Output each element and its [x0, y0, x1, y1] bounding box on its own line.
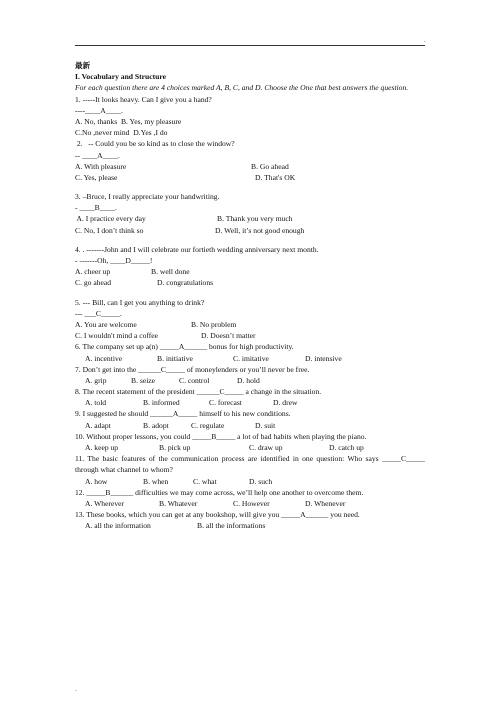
- question-3: 3. –Bruce, I really appreciate your handwriting.: [75, 192, 220, 202]
- answer-3: - ____B____.: [75, 203, 117, 213]
- option-10d: D. catch up: [329, 443, 364, 453]
- header-mark: .: [424, 36, 426, 44]
- option-5c: C. I wouldn't mind a coffee: [75, 331, 159, 341]
- question-2: 2. -- Could you be so kind as to close the window?: [75, 139, 235, 149]
- options-3-cd: [75, 225, 425, 236]
- options-11: [75, 476, 425, 487]
- option-11a: A. how: [85, 476, 108, 486]
- worksheet-body: [75, 60, 425, 532]
- option-2a: A. With pleasure: [75, 161, 127, 171]
- option-4b: B. well done: [151, 267, 190, 277]
- option-9a: A. adapt: [85, 420, 111, 430]
- section-title: I. Vocabulary and Structure: [75, 72, 166, 82]
- options-4-cd: [75, 277, 425, 288]
- options-1-ab: A. No, thanks B. Yes, my pleasure: [75, 116, 182, 126]
- option-11b: B. when: [143, 476, 169, 486]
- option-2c: C. Yes, please: [75, 172, 118, 182]
- options-5-cd: [75, 330, 425, 341]
- options-12: [75, 498, 425, 509]
- options-5-ab: [75, 319, 425, 330]
- options-9: [75, 420, 425, 431]
- question-13: 13. These books, which you can get at any bookshop, will give you _____A______ you need.: [75, 510, 360, 520]
- options-3-ab: [75, 213, 425, 224]
- option-10c: C. draw up: [249, 443, 283, 453]
- instructions: For each question there are 4 choices marked A, B, C, and D. Choose the One that best answers the question.: [75, 83, 409, 93]
- options-10: [75, 442, 425, 453]
- header-rule: [75, 45, 425, 46]
- answer-5: --- ___C_____.: [75, 308, 122, 318]
- question-5: 5. --- Bill, can I get you anything to drink?: [75, 297, 205, 307]
- question-11: 11. The basic features of the communication process are identified in one question: Who says _____C_____ through what channel to whom?: [75, 454, 425, 475]
- option-13a: A. all the information: [85, 521, 151, 531]
- option-3b: B. Thank you very much: [217, 214, 293, 224]
- question-9: 9. I suggested he should ______A_____ himself to his new conditions.: [75, 409, 291, 419]
- option-5d: D. Doesn’t matter: [201, 331, 256, 341]
- question-4: 4. . -------John and I will celebrate our fortieth wedding anniversary next month.: [75, 244, 319, 254]
- option-8d: D. drew: [273, 398, 298, 408]
- question-7: 7. Don’t get into the ______C_____ of moneylenders or you’ll never be free.: [75, 364, 310, 374]
- option-2b: B. Go ahead: [251, 161, 289, 171]
- option-7a: A. grip: [85, 375, 107, 385]
- option-10a: A. keep up: [85, 443, 119, 453]
- question-1: 1. -----It looks heavy. Can I give you a hand?: [75, 94, 212, 104]
- option-6d: D. intensive: [305, 353, 342, 363]
- question-10: 10. Without proper lessons, you could _____B_____ a lot of bad habits when playing the piano.: [75, 431, 367, 441]
- options-8: [75, 397, 425, 408]
- question-12: 12. _____B______ difficulties we may come across, we’ll help one another to overcome them.: [75, 487, 364, 497]
- options-7: [75, 375, 425, 386]
- options-13: [75, 520, 425, 531]
- option-2d: D. That's OK: [255, 172, 296, 182]
- option-12b: B. Whatever: [159, 498, 198, 508]
- answer-2: -- ____A____.: [75, 150, 120, 160]
- option-9d: D. suit: [255, 420, 276, 430]
- answer-1: ----____A____.: [75, 105, 123, 115]
- option-5b: B. No problem: [191, 319, 237, 329]
- option-3a: A. I practice every day: [75, 214, 146, 224]
- question-6: 6. The company set up a(n) _____A______ bonus for high productivity.: [75, 342, 294, 352]
- option-5a: A. You are welcome: [75, 319, 137, 329]
- title-cn: 最新: [75, 61, 91, 70]
- option-12d: D. Whenever: [305, 498, 346, 508]
- option-12c: C. However: [233, 498, 270, 508]
- options-1-cd: C.No ,never mind D.Yes ,I do: [75, 128, 168, 138]
- option-8a: A. told: [85, 398, 107, 408]
- options-2-cd: [75, 172, 425, 183]
- option-3c: C. No, I don’t think so: [75, 225, 144, 235]
- question-8: 8. The recent statement of the president ______C_____ a change in the situation.: [75, 387, 322, 397]
- options-2-ab: [75, 161, 425, 172]
- options-4-ab: [75, 266, 425, 277]
- option-4d: D. congratulations: [157, 278, 214, 288]
- option-13b: B. all the informations: [197, 521, 266, 531]
- option-9c: C. regulate: [191, 420, 225, 430]
- option-6b: B. initiative: [157, 353, 193, 363]
- answer-4: - -------Oh, ____D_____!: [75, 256, 153, 266]
- option-6a: A. incentive: [85, 353, 123, 363]
- option-9b: B. adopt: [143, 420, 169, 430]
- option-4a: A. cheer up: [75, 267, 111, 277]
- option-8b: B. informed: [143, 398, 180, 408]
- option-11c: C. what: [193, 476, 217, 486]
- option-8c: C. forecast: [209, 398, 242, 408]
- option-3d: D. Well, it’s not good enough: [215, 225, 305, 235]
- option-7b: B. seize: [131, 375, 156, 385]
- option-7c: C. control: [179, 375, 210, 385]
- option-7d: D. hold: [237, 375, 260, 385]
- option-10b: B. pick up: [159, 443, 191, 453]
- options-6: [75, 353, 425, 364]
- option-12a: A. Wherever: [85, 498, 125, 508]
- option-4c: C. go ahead: [75, 278, 112, 288]
- option-6c: C. imitative: [233, 353, 269, 363]
- footer-mark: .: [75, 685, 77, 693]
- option-11d: D. such: [249, 476, 273, 486]
